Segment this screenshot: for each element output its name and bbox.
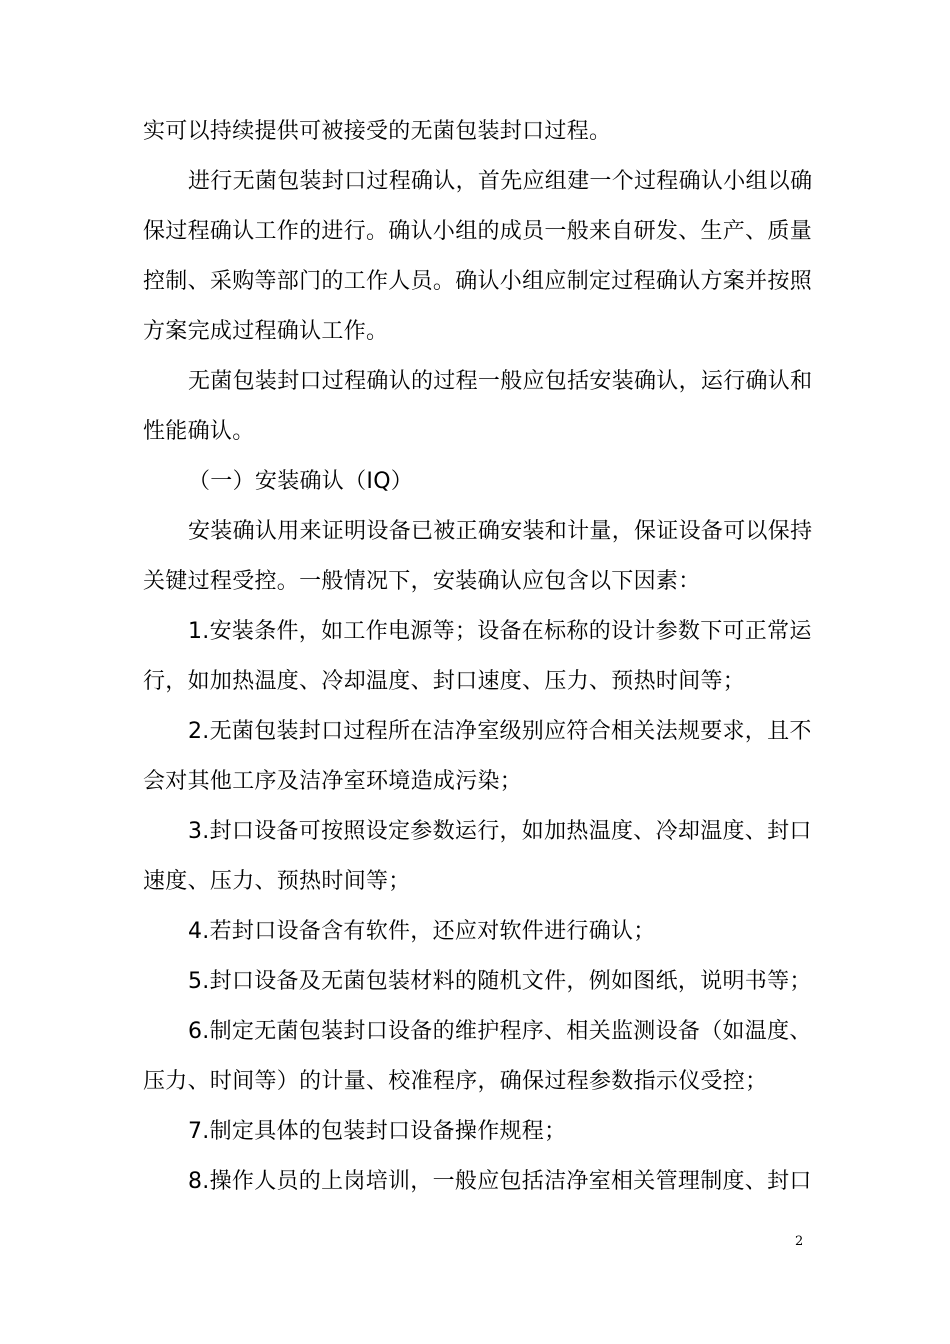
- text-line: 保过程确认工作的进行。确认小组的成员一般来自研发、生产、质量: [143, 219, 813, 244]
- text-line: 会对其他工序及洁净室环境造成污染；: [143, 769, 523, 794]
- list-item-8: 8.操作人员的上岗培训，一般应包括洁净室相关管理制度、封口: [188, 1169, 812, 1194]
- paragraph-first-line: 无菌包装封口过程确认的过程一般应包括安装确认，运行确认和: [188, 369, 813, 394]
- list-item-7: 7.制定具体的包装封口设备操作规程；: [188, 1119, 567, 1144]
- text-line: 实可以持续提供可被接受的无菌包装封口过程。: [143, 119, 612, 144]
- list-item-5: 5.封口设备及无菌包装材料的随机文件，例如图纸，说明书等；: [188, 969, 812, 994]
- text-line: 关键过程受控。一般情况下，安装确认应包含以下因素：: [143, 569, 701, 594]
- paragraph-first-line: 安装确认用来证明设备已被正确安装和计量，保证设备可以保持: [188, 519, 813, 544]
- section-heading: （一）安装确认（IQ）: [188, 469, 414, 494]
- list-item-4: 4.若封口设备含有软件，还应对软件进行确认；: [188, 919, 656, 944]
- page-number: 2: [795, 1234, 804, 1249]
- text-line: 速度、压力、预热时间等；: [143, 869, 411, 894]
- text-line: 性能确认。: [143, 419, 255, 444]
- list-item-3: 3.封口设备可按照设定参数运行，如加热温度、冷却温度、封口: [188, 819, 812, 844]
- text-line: 方案完成过程确认工作。: [143, 319, 389, 344]
- text-line: 控制、采购等部门的工作人员。确认小组应制定过程确认方案并按照: [143, 269, 813, 294]
- text-line: 压力、时间等）的计量、校准程序，确保过程参数指示仪受控；: [143, 1069, 768, 1094]
- paragraph-first-line: 进行无菌包装封口过程确认，首先应组建一个过程确认小组以确: [188, 169, 813, 194]
- list-item-2: 2.无菌包装封口过程所在洁净室级别应符合相关法规要求，且不: [188, 719, 812, 744]
- list-item-1: 1.安装条件，如工作电源等；设备在标称的设计参数下可正常运: [188, 619, 812, 644]
- text-line: 行，如加热温度、冷却温度、封口速度、压力、预热时间等；: [143, 669, 746, 694]
- list-item-6: 6.制定无菌包装封口设备的维护程序、相关监测设备（如温度、: [188, 1019, 812, 1044]
